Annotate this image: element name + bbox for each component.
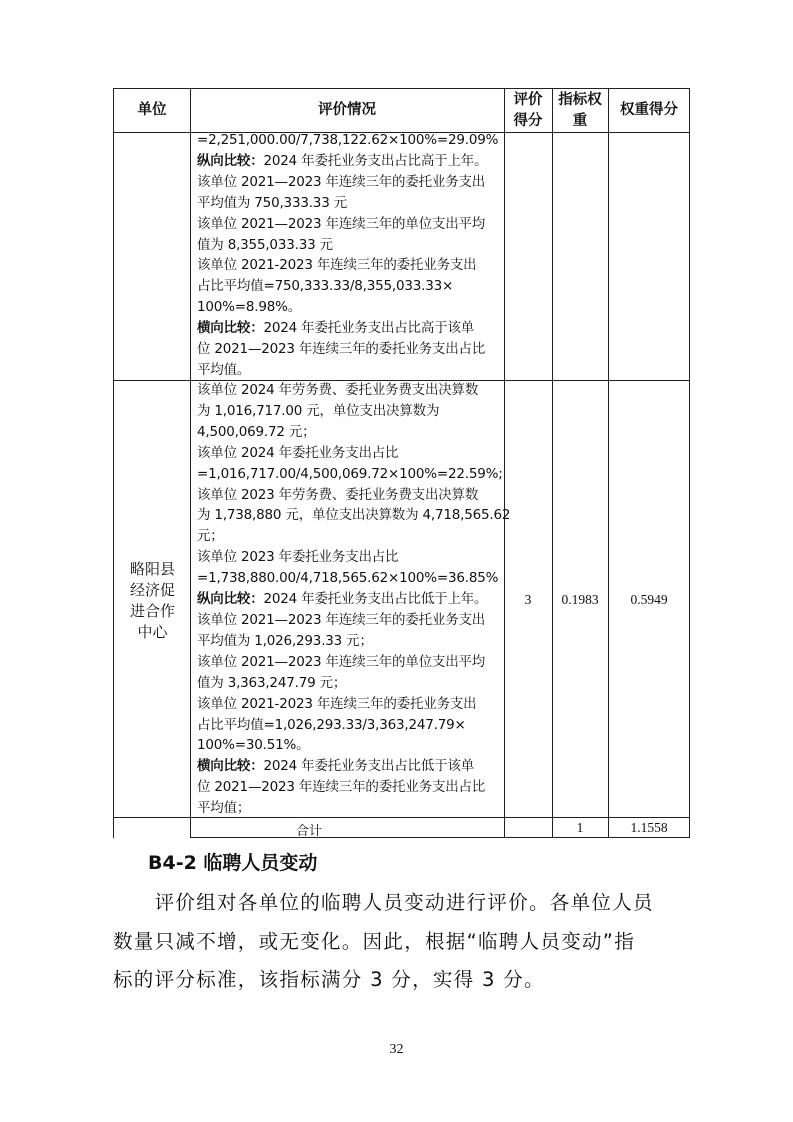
evaluation-line bbox=[197, 673, 510, 694]
evaluation-line bbox=[197, 464, 510, 485]
evaluation-line-text: 平均值。 bbox=[197, 361, 251, 378]
evaluation-line-text: 该单位 2024 年劳务费、委托业务费支出决算数 bbox=[197, 382, 479, 398]
evaluation-line bbox=[197, 401, 510, 422]
total-label: 合计 bbox=[295, 824, 322, 839]
evaluation-line bbox=[197, 756, 510, 777]
evaluation-line bbox=[197, 276, 498, 297]
evaluation-line bbox=[197, 360, 498, 381]
unit-line: 进合作 bbox=[129, 602, 175, 620]
evaluation-line bbox=[197, 505, 510, 526]
total-weight: 1 bbox=[576, 820, 584, 835]
comparison-label: 横向比较： bbox=[197, 320, 264, 337]
evaluation-line-text: 4,500,069.72 元； bbox=[197, 423, 316, 440]
evaluation-line bbox=[197, 610, 510, 631]
evaluation-line-text: 占比平均值=1,026,293.33/3,363,247.79× bbox=[197, 716, 466, 733]
evaluation-line bbox=[197, 694, 510, 715]
evaluation-line-text: 该单位 2024 年委托业务支出占比 bbox=[197, 444, 399, 461]
comparison-label: 纵向比较： bbox=[197, 591, 264, 608]
unit-line: 中心 bbox=[137, 623, 168, 641]
header-score: 评价得分 bbox=[513, 91, 543, 129]
evaluation-line bbox=[197, 631, 510, 652]
evaluation-line bbox=[197, 798, 510, 819]
total-weighted-score: 1.1558 bbox=[630, 820, 668, 835]
evaluation-line-text: 值为 8,355,033.33 元 bbox=[197, 236, 333, 253]
evaluation-line-text: 该单位 2021—2023 年连续三年的单位支出平均 bbox=[197, 215, 486, 232]
evaluation-line-text: 该单位 2021-2023 年连续三年的委托业务支出 bbox=[197, 695, 477, 712]
evaluation-line bbox=[197, 735, 510, 756]
header-weighted-score: 权重得分 bbox=[620, 102, 678, 118]
row2-weighted-score: 0.5949 bbox=[630, 592, 668, 607]
evaluation-line-text: 平均值； bbox=[197, 800, 251, 817]
evaluation-line-text: 该单位 2023 年委托业务支出占比 bbox=[197, 549, 399, 566]
evaluation-line-text: 平均值为 1,026,293.33 元； bbox=[197, 632, 373, 649]
unit-line: 略阳县 bbox=[129, 560, 175, 578]
evaluation-line-text: 100%=30.51%。 bbox=[197, 737, 310, 754]
evaluation-line bbox=[197, 151, 498, 172]
evaluation-line-text: 2024 年委托业务支出占比低于上年。 bbox=[263, 591, 488, 608]
page-number: 32 bbox=[389, 1042, 404, 1057]
evaluation-line-text: =1,016,717.00/4,500,069.72×100%=22.59%; bbox=[197, 465, 503, 482]
comparison-label: 纵向比较： bbox=[197, 152, 264, 169]
evaluation-line-text: =1,738,880.00/4,718,565.62×100%=36.85% bbox=[197, 570, 499, 587]
evaluation-line bbox=[197, 318, 498, 339]
evaluation-line bbox=[197, 235, 498, 256]
evaluation-line-text: 该单位 2023 年劳务费、委托业务费支出决算数 bbox=[197, 486, 479, 503]
evaluation-line-text: 2024 年委托业务支出占比低于该单 bbox=[263, 758, 475, 775]
section-heading: B4-2 临聘人员变动 bbox=[148, 852, 318, 874]
evaluation-line-text: 该单位 2021—2023 年连续三年的委托业务支出 bbox=[197, 611, 486, 628]
header-unit: 单位 bbox=[137, 102, 167, 118]
evaluation-line bbox=[197, 547, 510, 568]
evaluation-line-text: =2,251,000.00/7,738,122.62×100%=29.09% bbox=[197, 132, 499, 148]
evaluation-line bbox=[197, 777, 510, 798]
comparison-label: 横向比较： bbox=[197, 758, 264, 775]
evaluation-line-text: 元； bbox=[197, 528, 224, 545]
row2-weight: 0.1983 bbox=[561, 592, 599, 607]
evaluation-line-text: 为 1,016,717.00 元，单位支出决算数为 bbox=[197, 402, 440, 419]
evaluation-line-text: 该单位 2021-2023 年连续三年的委托业务支出 bbox=[197, 257, 477, 274]
evaluation-line bbox=[197, 443, 510, 464]
evaluation-line-text: 2024 年委托业务支出占比高于该单 bbox=[263, 320, 475, 337]
evaluation-line bbox=[197, 715, 510, 736]
evaluation-line bbox=[197, 422, 510, 443]
evaluation-line-text: 平均值为 750,333.33 元 bbox=[197, 194, 347, 211]
evaluation-line bbox=[197, 380, 510, 401]
evaluation-line bbox=[197, 255, 498, 276]
evaluation-line-text: 该单位 2021—2023 年连续三年的单位支出平均 bbox=[197, 653, 486, 670]
header-weight: 指标权重 bbox=[558, 91, 602, 129]
evaluation-line bbox=[197, 172, 498, 193]
row1-evaluation-text bbox=[197, 130, 498, 381]
evaluation-line bbox=[197, 214, 498, 235]
evaluation-line bbox=[197, 589, 510, 610]
evaluation-line bbox=[197, 485, 510, 506]
evaluation-line bbox=[197, 130, 498, 151]
evaluation-line-text: 该单位 2021—2023 年连续三年的委托业务支出 bbox=[197, 173, 486, 190]
evaluation-line bbox=[197, 526, 510, 547]
evaluation-line bbox=[197, 193, 498, 214]
row2-evaluation-text bbox=[197, 380, 510, 819]
paragraph-line: 评价组对各单位的临聘人员变动进行评价。各单位人员 bbox=[113, 891, 654, 914]
evaluation-line-text: 100%=8.98%。 bbox=[197, 299, 302, 316]
section-paragraph bbox=[113, 884, 690, 1000]
evaluation-line-text: 位 2021—2023 年连续三年的委托业务支出占比 bbox=[197, 779, 486, 796]
evaluation-line-text: 2024 年委托业务支出占比高于上年。 bbox=[263, 152, 488, 169]
evaluation-line-text: 占比平均值=750,333.33/8,355,033.33× bbox=[197, 278, 454, 295]
evaluation-line bbox=[197, 568, 510, 589]
evaluation-line bbox=[197, 652, 510, 673]
evaluation-line-text: 为 1,738,880 元，单位支出决算数为 4,718,565.62 bbox=[197, 507, 511, 524]
paragraph-line: 数量只减不增，或无变化。因此，根据“临聘人员变动”指 bbox=[113, 929, 636, 953]
evaluation-table bbox=[113, 88, 690, 838]
header-evaluation: 评价情况 bbox=[318, 102, 376, 118]
paragraph-line: 标的评分标准，该指标满分 3 分，实得 3 分。 bbox=[113, 968, 545, 991]
row2-unit-name bbox=[114, 559, 191, 643]
evaluation-line bbox=[197, 297, 498, 318]
unit-line: 经济促 bbox=[129, 581, 175, 599]
evaluation-line-text: 值为 3,363,247.79 元； bbox=[197, 674, 347, 691]
evaluation-line bbox=[197, 339, 498, 360]
row2-score: 3 bbox=[524, 592, 532, 607]
evaluation-line-text: 位 2021—2023 年连续三年的委托业务支出占比 bbox=[197, 341, 486, 358]
